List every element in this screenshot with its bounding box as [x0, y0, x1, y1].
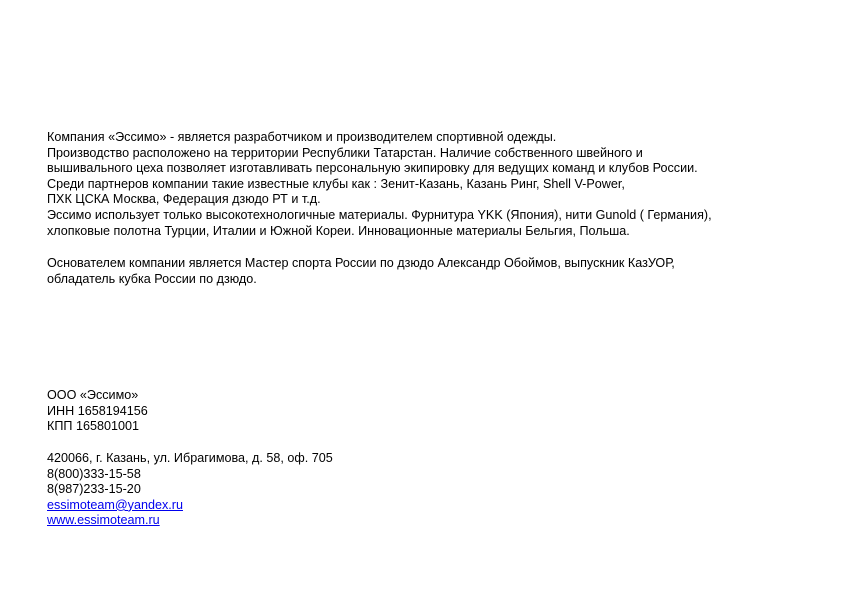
about-line: Среди партнеров компании такие известные клубы как : Зенит-Казань, Казань Ринг, Shell V-Power,: [47, 176, 625, 191]
contact-details: [47, 451, 333, 529]
company-inn: ИНН 1658194156: [47, 403, 148, 418]
company-kpp: КПП 165801001: [47, 419, 139, 434]
about-line: Компания «Эссимо» - является разработчиком и производителем спортивной одежды.: [47, 130, 557, 144]
about-line: хлопковые полотна Турции, Италии и Южной Кореи. Инновационные материалы Бельгия, Польша.: [47, 223, 630, 238]
founder-paragraph: [47, 256, 675, 287]
phone-number: 8(800)333-15-58: [47, 466, 141, 481]
about-line: Производство расположено на территории Республики Татарстан. Наличие собственного швейного и: [47, 145, 643, 160]
about-line: ПХК ЦСКА Москва, Федерация дзюдо РТ и т.д.: [47, 192, 321, 207]
address: 420066, г. Казань, ул. Ибрагимова, д. 58, оф. 705: [47, 451, 333, 465]
phone-number: 8(987)233-15-20: [47, 482, 141, 497]
email-link[interactable]: essimoteam@yandex.ru: [47, 497, 183, 512]
about-paragraph: [47, 130, 712, 239]
founder-line: обладатель кубка России по дзюдо.: [47, 271, 257, 286]
about-line: вышивального цеха позволяет изготавливать персональную экипировку для ведущих команд и клубов России.: [47, 161, 698, 176]
company-name: ООО «Эссимо»: [47, 388, 139, 402]
founder-line: Основателем компании является Мастер спорта России по дзюдо Александр Обоймов, выпускник КазУОР,: [47, 256, 675, 270]
about-line: Эссимо использует только высокотехнологичные материалы. Фурнитура YKK (Япония), нити Gunold ( Германия),: [47, 207, 712, 222]
website-link[interactable]: www.essimoteam.ru: [47, 513, 160, 528]
company-details: [47, 388, 148, 435]
